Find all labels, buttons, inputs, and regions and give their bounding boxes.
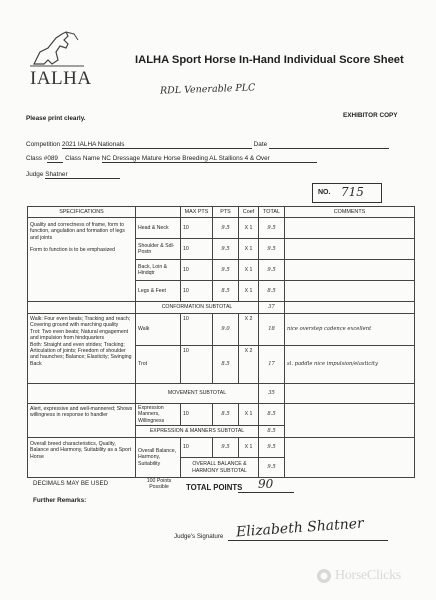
item-label: Trot bbox=[136, 346, 181, 384]
comment-cell: sl. paddle nice impulsion/elasticity bbox=[285, 346, 415, 384]
comment-cell bbox=[285, 404, 415, 438]
conformation-subtotal-label: CONFORMATION SUBTOTAL bbox=[136, 302, 259, 314]
pts-cell: 8.5 bbox=[213, 346, 239, 384]
col-comments: COMMENTS bbox=[285, 207, 415, 218]
total-points-label: TOTAL POINTS bbox=[186, 483, 243, 492]
movement-spec bbox=[28, 314, 136, 384]
pts-cell: 8.5 bbox=[213, 404, 239, 426]
conformation-spec-emphasis: Form to function is to be emphasized bbox=[30, 247, 116, 254]
comment-cell bbox=[285, 384, 415, 404]
overall-spec: Overall breed characteristics, Quality, Balance and Harmony, Suitability as a Sport Horse bbox=[28, 438, 136, 478]
movement-subtotal-value: 35 bbox=[259, 384, 285, 404]
pts-cell: 9.5 bbox=[213, 218, 239, 239]
movement-spec-walk: Walk: Four even beats; Tracking and reach; Covering ground with marching quality bbox=[30, 316, 131, 329]
pts-cell: 8.5 bbox=[213, 281, 239, 302]
table-row bbox=[28, 404, 415, 426]
item-label: Expression Manners, Willingness bbox=[136, 404, 181, 426]
horse-logo-icon bbox=[22, 30, 92, 70]
item-label: Walk bbox=[136, 314, 181, 346]
movement-spec-both: Both: Straight and even strides; Tracking; Articulation of joints; Freedom of shoulder and haunches; Balance; Elasticity; Swinging Back bbox=[30, 341, 132, 367]
col-specifications: SPECIFICATIONS bbox=[28, 207, 136, 218]
total-cell: 9.5 bbox=[259, 438, 285, 458]
logo-text: IALHA bbox=[30, 68, 92, 89]
total-cell: 8.5 bbox=[259, 281, 285, 302]
entry-number-box bbox=[312, 183, 382, 203]
camera-shutter-icon bbox=[316, 568, 332, 584]
spacer-cell bbox=[28, 384, 136, 404]
comment-cell bbox=[285, 302, 415, 314]
item-label: Head & Neck bbox=[136, 218, 181, 239]
conformation-spec bbox=[28, 218, 136, 302]
decimals-note: DECIMALS MAY BE USED bbox=[33, 480, 109, 487]
overall-subtotal-label: OVERALL BALANCE & HARMONY SUBTOTAL bbox=[181, 458, 259, 478]
coef-cell: X 1 bbox=[239, 218, 259, 239]
max-pts-cell: 10 bbox=[181, 314, 213, 346]
competition-label: Competition bbox=[26, 141, 61, 148]
col-coef: Coef bbox=[239, 207, 259, 218]
total-points-value: 90 bbox=[258, 477, 274, 491]
comment-cell bbox=[285, 239, 415, 260]
col-max-pts: MAX PTS bbox=[181, 207, 213, 218]
item-label: Back, Loin & Hindqtr bbox=[136, 260, 181, 281]
comment-cell: nice overstep cadence excellent bbox=[285, 314, 415, 346]
max-pts-cell: 10 bbox=[181, 218, 213, 239]
total-points-line bbox=[238, 492, 294, 493]
logo bbox=[22, 30, 92, 92]
subtotal-row bbox=[28, 302, 415, 314]
col-item bbox=[136, 207, 181, 218]
movement-subtotal-label: MOVEMENT SUBTOTAL bbox=[136, 384, 259, 404]
table-header-row bbox=[28, 207, 415, 218]
total-cell: 9.5 bbox=[259, 260, 285, 281]
coef-cell: X 1 bbox=[239, 239, 259, 260]
class-name-label: Class Name bbox=[65, 155, 100, 162]
page-title: IALHA Sport Horse In-Hand Individual Score Sheet bbox=[135, 54, 404, 66]
item-label: Legs & Feet bbox=[136, 281, 181, 302]
date-label: Date bbox=[253, 141, 268, 148]
watermark bbox=[316, 565, 401, 587]
coef-cell: X 1 bbox=[239, 404, 259, 426]
conformation-spec-text: Quality and correctness of frame, form to function, angulation and formation of legs and joints bbox=[30, 222, 125, 241]
pts-cell: 9.0 bbox=[213, 314, 239, 346]
coef-cell: X 1 bbox=[239, 438, 259, 458]
judge-signature: Elizabeth Shatner bbox=[235, 515, 365, 541]
entry-number-label: NO. bbox=[318, 189, 331, 196]
comment-cell bbox=[285, 260, 415, 281]
expression-spec: Alert, expressive and well-mannered; Shows willingness in response to handler bbox=[28, 404, 136, 438]
judge-label: Judge bbox=[26, 171, 44, 178]
handwritten-horse-name: RDL Venerable PLC bbox=[159, 82, 256, 97]
expression-subtotal-value: 8.5 bbox=[259, 426, 285, 438]
max-pts-cell: 10 bbox=[181, 404, 213, 426]
max-pts-cell: 10 bbox=[181, 239, 213, 260]
col-total: TOTAL bbox=[259, 207, 285, 218]
expression-subtotal-label: EXPRESSION & MANNERS SUBTOTAL bbox=[136, 426, 259, 438]
class-name-value: NC Dressage Mature Horse Breeding AL Stallions 4 & Over bbox=[102, 155, 317, 163]
coef-cell: X 2 bbox=[239, 314, 259, 346]
comment-cell bbox=[285, 281, 415, 302]
table-row bbox=[28, 218, 415, 239]
comment-cell bbox=[285, 218, 415, 239]
class-label: Class # bbox=[26, 155, 48, 162]
class-number: 089 bbox=[47, 155, 63, 163]
signature-line bbox=[228, 540, 388, 541]
coef-cell: X 1 bbox=[239, 260, 259, 281]
subtotal-row bbox=[28, 384, 415, 404]
total-cell: 9.5 bbox=[259, 218, 285, 239]
spacer-cell bbox=[28, 302, 136, 314]
total-cell: 18 bbox=[259, 314, 285, 346]
judge-value: Shatner bbox=[45, 171, 120, 179]
pts-cell: 9.5 bbox=[213, 239, 239, 260]
max-pts-cell: 10 bbox=[181, 260, 213, 281]
entry-number-value: 715 bbox=[341, 185, 364, 199]
further-remarks-label: Further Remarks: bbox=[33, 497, 87, 504]
judge-row bbox=[26, 171, 120, 179]
total-cell: 17 bbox=[259, 346, 285, 384]
overall-subtotal-value: 9.5 bbox=[259, 458, 285, 478]
conformation-subtotal-value: 37 bbox=[259, 302, 285, 314]
date-field bbox=[269, 141, 389, 149]
col-pts: PTS bbox=[213, 207, 239, 218]
competition-row bbox=[26, 141, 416, 149]
comment-cell bbox=[285, 438, 415, 478]
item-label: Shoulder & Sdl-Postn bbox=[136, 239, 181, 260]
points-possible: 100 Points Possible bbox=[146, 478, 172, 491]
watermark-text: HorseClicks bbox=[335, 568, 401, 583]
item-label: Overall Balance, Harmony, Suitability bbox=[136, 438, 181, 478]
max-pts-cell: 10 bbox=[181, 438, 213, 458]
total-cell: 8.5 bbox=[259, 404, 285, 426]
max-pts-cell: 10 bbox=[181, 346, 213, 384]
exhibitor-copy-label: EXHIBITOR COPY bbox=[343, 112, 398, 119]
table-row bbox=[28, 438, 415, 458]
judges-signature-label: Judge's Signature bbox=[174, 533, 224, 540]
movement-spec-trot: Trot: Two even beats; Natural engagement and impulsion from hindquarters bbox=[30, 328, 129, 342]
competition-value: 2021 IALHA Nationals bbox=[62, 141, 252, 149]
total-cell: 9.5 bbox=[259, 239, 285, 260]
coef-cell: X 1 bbox=[239, 281, 259, 302]
table-row bbox=[28, 314, 415, 346]
coef-cell: X 2 bbox=[239, 346, 259, 384]
pts-cell: 9.5 bbox=[213, 438, 239, 458]
class-row bbox=[26, 155, 416, 163]
pts-cell: 9.5 bbox=[213, 260, 239, 281]
score-table bbox=[27, 206, 415, 478]
print-clearly-note: Please print clearly. bbox=[26, 115, 86, 122]
max-pts-cell: 10 bbox=[181, 281, 213, 302]
